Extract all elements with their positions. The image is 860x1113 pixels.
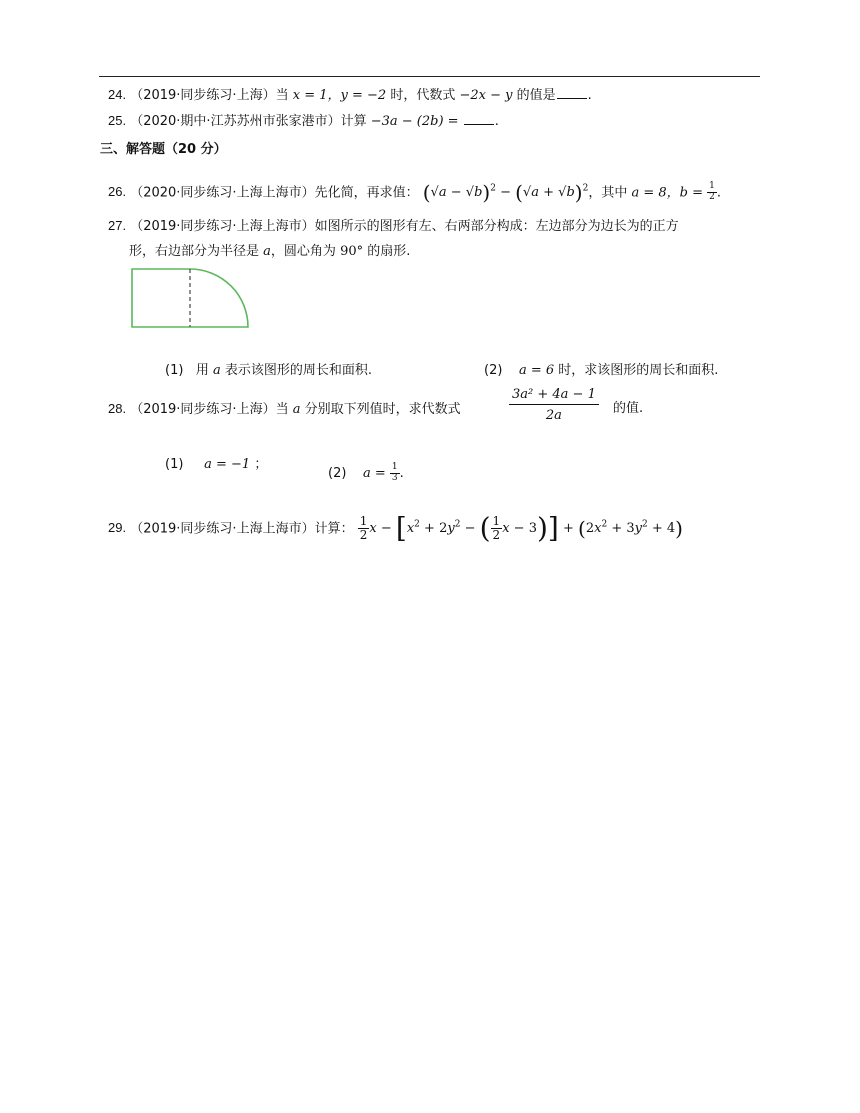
question-29 <box>108 512 683 543</box>
square-sector-figure <box>128 264 254 334</box>
punctuation: . <box>399 465 404 481</box>
question-28 <box>108 400 461 419</box>
part-label: (1) <box>165 363 184 378</box>
header-rule <box>99 76 760 77</box>
part-label: (1) <box>165 457 184 472</box>
question-text: 用 <box>195 363 209 378</box>
question-27-line2 <box>129 243 410 261</box>
question-text: 时，代数式 <box>390 88 456 103</box>
question-25 <box>108 111 499 131</box>
question-text: 的值. <box>613 401 644 416</box>
punctuation: . <box>587 88 592 103</box>
math-expression: $\frac{1}{2}$ $x - [x^2 + 2y^2$ − ( $\frac{1}{2}$ $x - 3)] + (2x^2 + 3y^2 + 4)$ <box>359 511 683 545</box>
question-text: 的扇形. <box>367 244 411 259</box>
question-source: （2020·期中·江苏苏州市张家港市） <box>130 114 341 129</box>
question-28-part1 <box>165 456 267 474</box>
math-condition: a = 8，b = <box>631 185 703 201</box>
question-number: 29. <box>108 520 127 536</box>
section-title: 三、解答题（20 分） <box>100 142 227 157</box>
question-source: （2019·同步练习·上海上海市） <box>130 521 315 537</box>
question-text: 分别取下列值时，求代数式 <box>304 402 461 417</box>
question-27 <box>108 217 679 236</box>
punctuation: . <box>494 114 499 129</box>
question-28-part2 <box>328 463 404 484</box>
fraction-numerator: 3a² + 4a − 1 <box>509 387 599 405</box>
math-condition: a = −1 <box>204 457 251 472</box>
part-label: (2) <box>328 465 347 481</box>
question-number: 25. <box>108 113 127 128</box>
punctuation: ； <box>254 457 268 472</box>
math-variable: a <box>263 244 271 259</box>
math-variable: a <box>292 402 301 417</box>
question-text: 计算 <box>340 114 367 129</box>
question-text: 当 <box>275 88 289 103</box>
fraction-denominator: 2a <box>545 408 562 423</box>
question-26 <box>108 180 721 203</box>
fraction-expression <box>509 387 599 423</box>
question-text: 当 <box>275 402 289 417</box>
math-angle: 90° <box>340 244 364 259</box>
math-expression: −3a − (2b) = <box>370 114 459 129</box>
question-text: 如图所示的图形有左、右两部分构成：左边部分为边长为的正方 <box>314 219 679 234</box>
math-expression: $(√a - √b)^2 - (√a + √b)^2$ <box>422 180 589 205</box>
math-expression: −2x − y <box>459 88 513 103</box>
question-number: 24. <box>108 87 127 102</box>
question-text: ，其中 <box>588 185 628 201</box>
question-source: （2019·同步练习·上海） <box>130 88 276 103</box>
part-label: (2) <box>484 363 503 378</box>
math-condition: a = 6 <box>518 363 555 378</box>
question-27-part2 <box>484 362 718 380</box>
question-source: （2020·同步练习·上海上海市） <box>130 185 315 201</box>
question-text: ，圆心角为 <box>270 244 336 259</box>
answer-blank[interactable] <box>464 111 494 125</box>
math-condition: x = 1，y = −2 <box>292 88 387 103</box>
question-27-part1 <box>165 362 372 380</box>
question-number: 28. <box>108 401 127 416</box>
fraction: $\frac{1}{3}$ <box>391 462 398 483</box>
question-text: 时，求该图形的周长和面积. <box>558 363 719 378</box>
question-text: 的值是 <box>516 88 556 103</box>
fraction: $\frac{1}{2}$ <box>709 181 715 203</box>
math-variable: a <box>212 363 221 378</box>
question-source: （2019·同步练习·上海上海市） <box>130 219 315 234</box>
question-number: 26. <box>108 184 127 200</box>
math-condition: a = <box>362 465 386 481</box>
answer-blank[interactable] <box>557 85 587 99</box>
question-text: 形，右边部分为半径是 <box>129 244 260 259</box>
question-24 <box>108 85 592 105</box>
question-text: 计算： <box>314 521 354 537</box>
question-text: 先化简，再求值： <box>314 185 419 201</box>
punctuation: . <box>716 185 722 201</box>
question-source: （2019·同步练习·上海） <box>130 402 276 417</box>
question-text: 表示该图形的周长和面积. <box>224 363 373 378</box>
question-number: 27. <box>108 218 127 233</box>
